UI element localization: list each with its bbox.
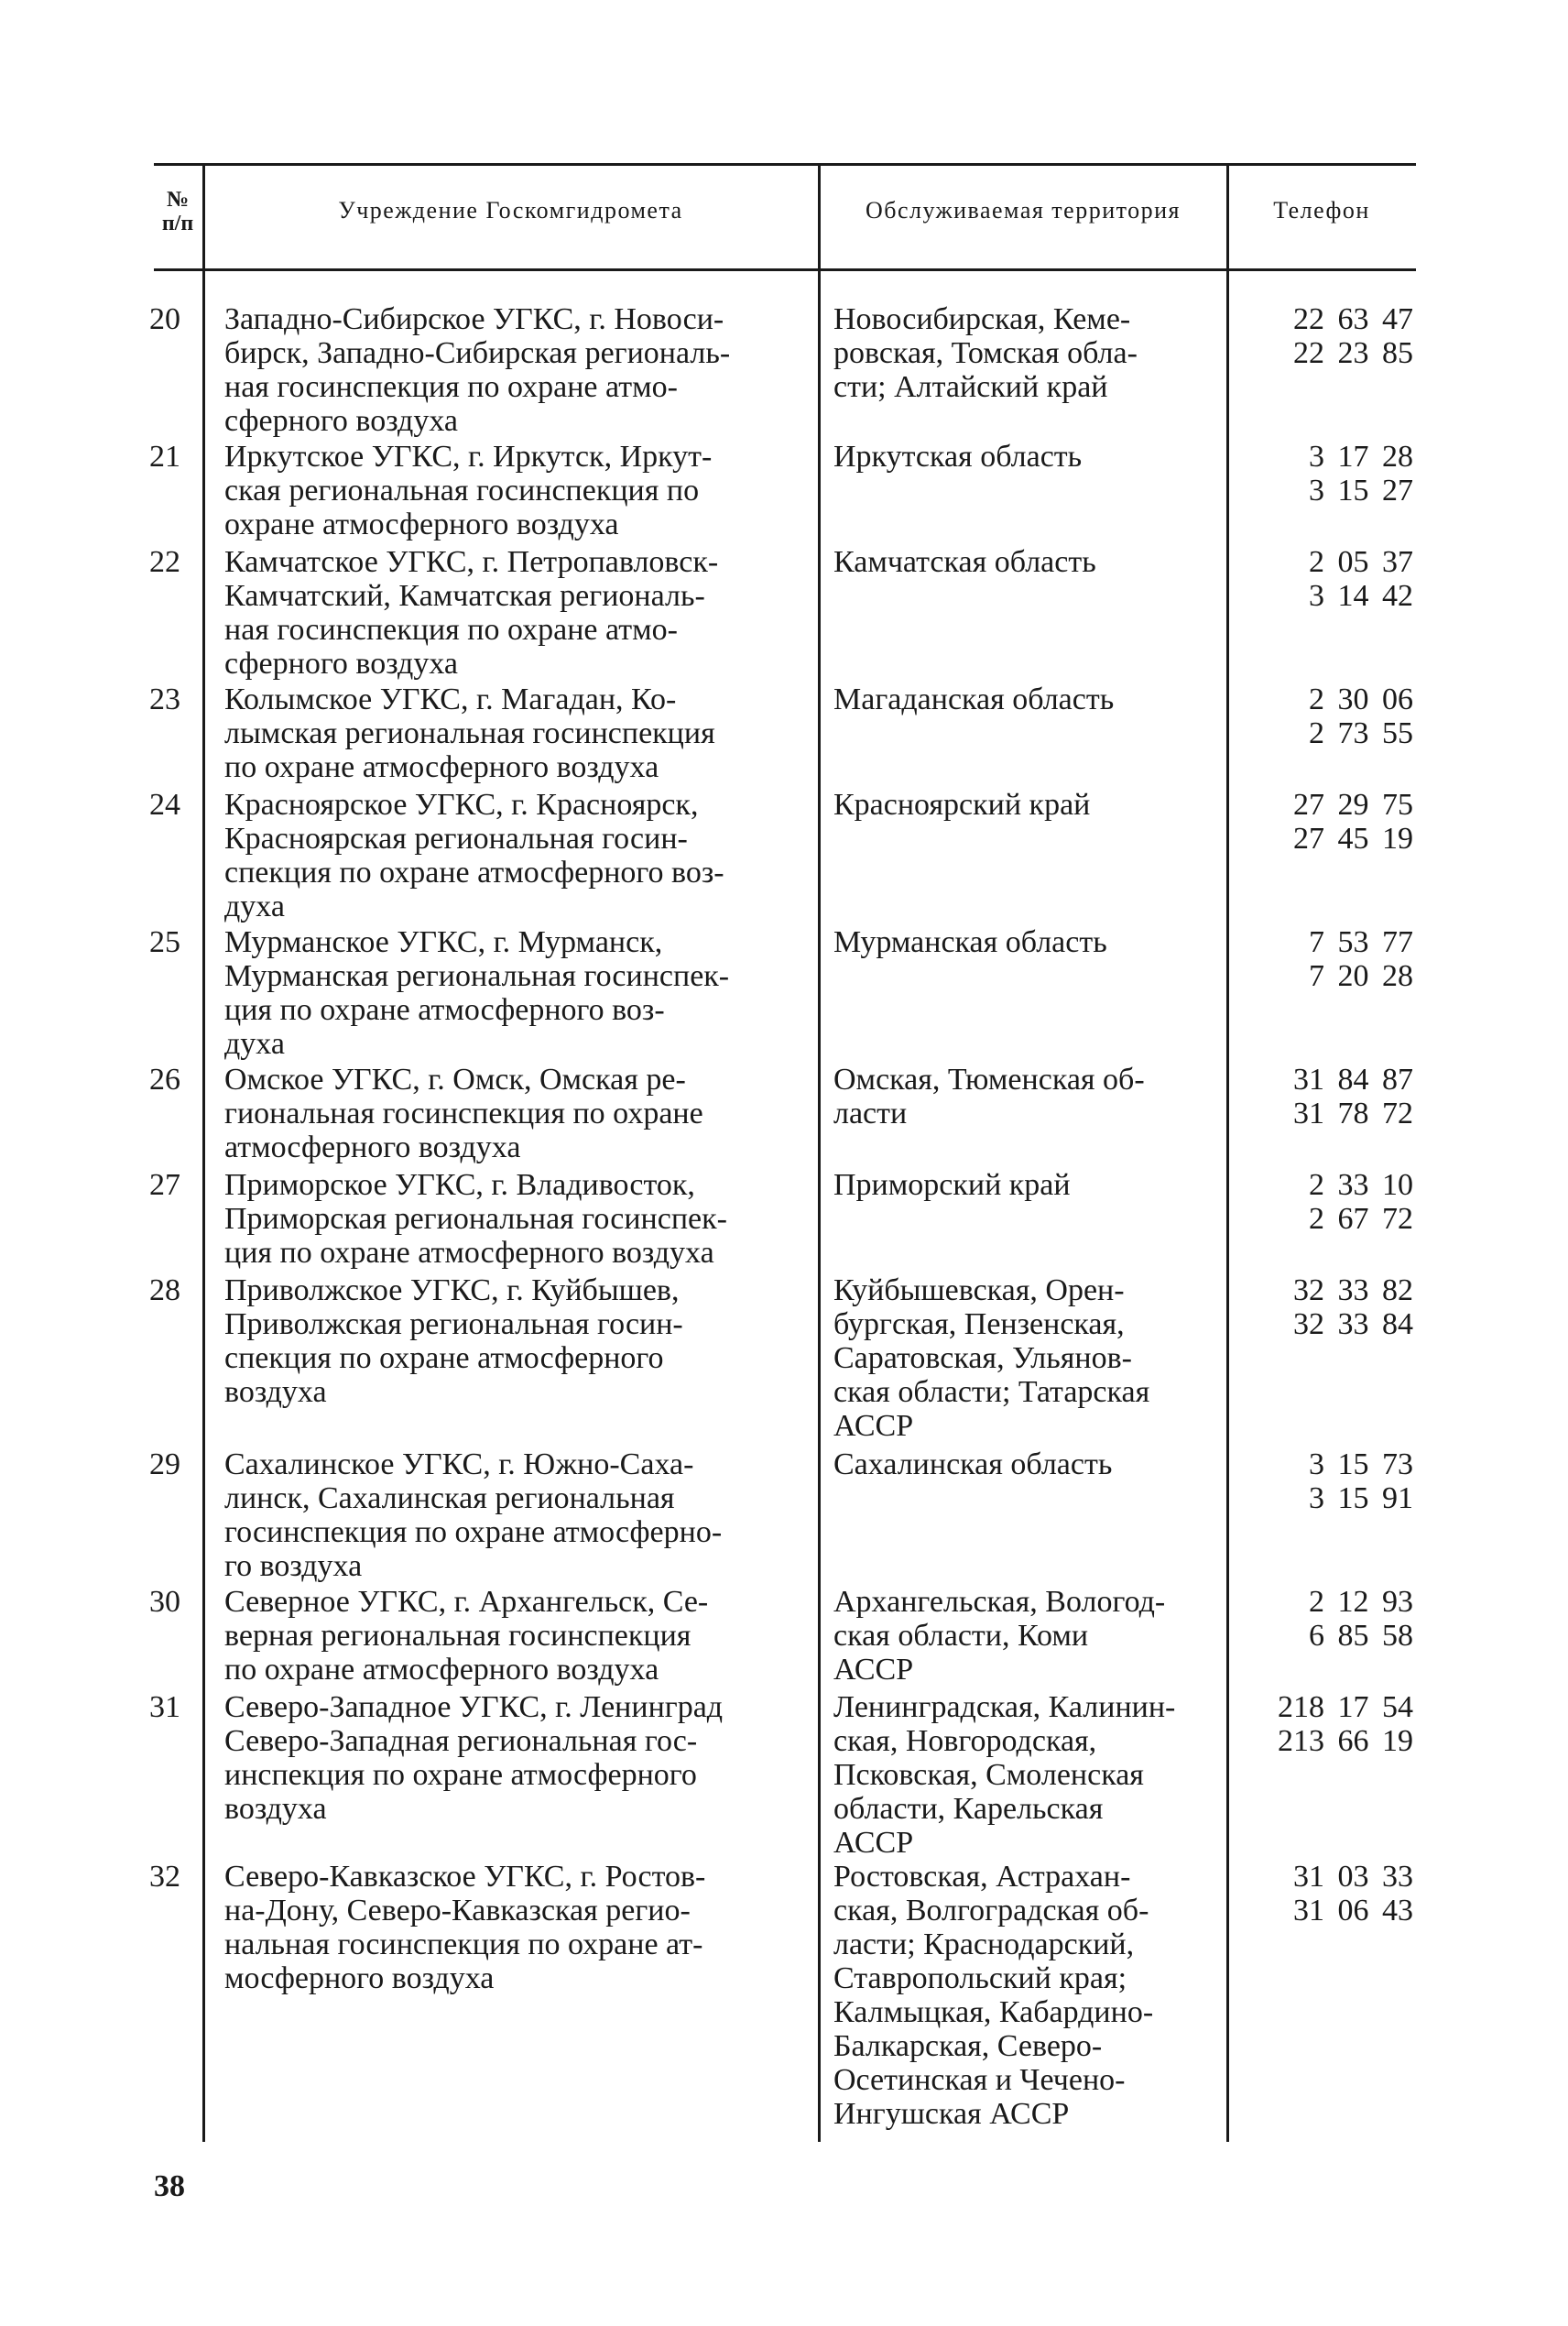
institution-cell-line: духа xyxy=(224,1027,285,1061)
institution-cell-line: Северо-Кавказское УГКС, г. Ростов- xyxy=(224,1860,706,1894)
territory-cell xyxy=(833,1690,1223,1860)
institution-cell-line: го воздуха xyxy=(224,1549,363,1583)
phone-cell-line: 32 33 84 xyxy=(1293,1307,1413,1341)
phone-cell xyxy=(1235,1860,1413,1927)
territory-cell xyxy=(833,440,1223,474)
phone-cell-line: 2 73 55 xyxy=(1309,716,1413,750)
institution-cell xyxy=(224,440,811,541)
phone-cell xyxy=(1235,302,1413,370)
phone-cell-line: 31 78 72 xyxy=(1293,1097,1413,1130)
territory-cell-line: АССР xyxy=(833,1826,914,1860)
institution-cell-line: линск, Сахалинская региональная xyxy=(224,1481,675,1515)
page-number: 38 xyxy=(154,2169,185,2203)
phone-cell xyxy=(1235,1447,1413,1515)
institution-cell-line: по охране атмосферного воздуха xyxy=(224,750,659,784)
institution-cell-line: Приволжская региональная госин- xyxy=(224,1307,683,1341)
column-divider-territory xyxy=(1226,163,1229,2142)
territory-cell-line: АССР xyxy=(833,1409,914,1443)
phone-cell-line: 2 30 06 xyxy=(1309,683,1413,716)
phone-cell-line: 213 66 19 xyxy=(1278,1724,1413,1758)
phone-cell-line: 22 23 85 xyxy=(1293,336,1413,370)
territory-cell-line: Магаданская область xyxy=(833,683,1115,716)
territory-cell-line: Псковская, Смоленская xyxy=(833,1758,1144,1792)
column-divider-institution xyxy=(818,163,821,2142)
institution-cell-line: Северо-Западное УГКС, г. Ленинград xyxy=(224,1690,724,1724)
territory-cell-line: ская, Волгоградская об- xyxy=(833,1894,1149,1927)
row-number: 20 xyxy=(149,302,180,336)
territory-cell-line: бургская, Пензенская, xyxy=(833,1307,1125,1341)
territory-cell-line: ласти xyxy=(833,1097,908,1130)
row-number: 32 xyxy=(149,1860,180,1894)
phone-cell-line: 2 33 10 xyxy=(1309,1168,1413,1202)
row-number: 23 xyxy=(149,683,180,716)
phone-cell xyxy=(1235,1690,1413,1758)
institution-cell-line: на-Дону, Северо-Кавказская регио- xyxy=(224,1894,691,1927)
institution-cell-line: воздуха xyxy=(224,1792,327,1826)
institution-cell xyxy=(224,302,811,438)
phone-cell-line: 22 63 47 xyxy=(1293,302,1413,336)
territory-cell xyxy=(833,925,1223,959)
institution-cell-line: сферного воздуха xyxy=(224,647,458,681)
institution-cell-line: Северное УГКС, г. Архангельск, Се- xyxy=(224,1585,709,1619)
territory-cell-line: сти; Алтайский край xyxy=(833,370,1108,404)
phone-cell-line: 3 15 73 xyxy=(1309,1447,1413,1481)
institution-cell-line: Сахалинское УГКС, г. Южно-Саха- xyxy=(224,1447,694,1481)
institution-cell-line: атмосферного воздуха xyxy=(224,1130,521,1164)
phone-cell xyxy=(1235,1168,1413,1236)
institution-cell-line: ная госинспекция по охране атмо- xyxy=(224,370,678,404)
institution-cell-line: по охране атмосферного воздуха xyxy=(224,1653,659,1687)
institution-cell-line: спекция по охране атмосферного xyxy=(224,1341,664,1375)
phone-cell-line: 31 03 33 xyxy=(1293,1860,1413,1894)
territory-cell-line: ровская, Томская обла- xyxy=(833,336,1138,370)
institution-cell-line: Приморская региональная госинспек- xyxy=(224,1202,727,1236)
institution-cell-line: Камчатское УГКС, г. Петропавловск- xyxy=(224,545,719,579)
institution-cell-line: Колымское УГКС, г. Магадан, Ко- xyxy=(224,683,677,716)
institution-cell-line: ская региональная госинспекция по xyxy=(224,474,700,508)
institution-cell-line: ная госинспекция по охране атмо- xyxy=(224,613,678,647)
institution-cell-line: гиональная госинспекция по охране xyxy=(224,1097,703,1130)
territory-cell-line: Калмыцкая, Кабардино- xyxy=(833,1995,1154,2029)
header-phone: Телефон xyxy=(1273,197,1370,224)
row-number: 28 xyxy=(149,1273,180,1307)
row-number: 24 xyxy=(149,788,180,822)
institution-cell xyxy=(224,1860,811,1995)
territory-cell-line: Куйбышевская, Орен- xyxy=(833,1273,1125,1307)
institution-cell-line: лымская региональная госинспекция xyxy=(224,716,715,750)
territory-cell-line: Камчатская область xyxy=(833,545,1096,579)
phone-cell-line: 27 29 75 xyxy=(1293,788,1413,822)
territory-cell-line: Приморский край xyxy=(833,1168,1071,1202)
territory-cell-line: АССР xyxy=(833,1653,914,1687)
territory-cell-line: ская области; Татарская xyxy=(833,1375,1150,1409)
institution-cell-line: Северо-Западная региональная гос- xyxy=(224,1724,698,1758)
phone-cell xyxy=(1235,788,1413,856)
phone-cell xyxy=(1235,925,1413,993)
territory-cell-line: Балкарская, Северо- xyxy=(833,2029,1103,2063)
territory-cell xyxy=(833,1860,1223,2131)
institution-cell-line: Красноярская региональная госин- xyxy=(224,822,688,856)
institution-cell-line: Иркутское УГКС, г. Иркутск, Иркут- xyxy=(224,440,713,474)
phone-cell xyxy=(1235,1585,1413,1653)
territory-cell-line: ласти; Краснодарский, xyxy=(833,1927,1135,1961)
row-number: 25 xyxy=(149,925,180,959)
row-number: 30 xyxy=(149,1585,180,1619)
institution-cell xyxy=(224,1063,811,1164)
institution-cell-line: охране атмосферного воздуха xyxy=(224,508,619,541)
phone-cell-line: 32 33 82 xyxy=(1293,1273,1413,1307)
territory-cell-line: Красноярский край xyxy=(833,788,1091,822)
institution-cell-line: сферного воздуха xyxy=(224,404,458,438)
row-number: 31 xyxy=(149,1690,180,1724)
territory-cell-line: Архангельская, Вологод- xyxy=(833,1585,1166,1619)
territory-cell-line: области, Карельская xyxy=(833,1792,1104,1826)
phone-cell-line: 2 05 37 xyxy=(1309,545,1413,579)
phone-cell-line: 6 85 58 xyxy=(1309,1619,1413,1653)
phone-cell-line: 3 15 27 xyxy=(1309,474,1413,508)
header-territory: Обслуживаемая территория xyxy=(865,197,1181,224)
institution-cell-line: Западно-Сибирское УГКС, г. Новоси- xyxy=(224,302,724,336)
phone-cell xyxy=(1235,1273,1413,1341)
territory-cell xyxy=(833,1168,1223,1202)
territory-cell-line: Сахалинская область xyxy=(833,1447,1113,1481)
territory-cell xyxy=(833,1585,1223,1687)
territory-cell-line: Новосибирская, Кеме- xyxy=(833,302,1131,336)
institution-cell xyxy=(224,1690,811,1826)
phone-cell xyxy=(1235,545,1413,613)
phone-cell xyxy=(1235,1063,1413,1130)
territory-cell-line: Ленинградская, Калинин- xyxy=(833,1690,1176,1724)
institution-cell-line: Мурманское УГКС, г. Мурманск, xyxy=(224,925,663,959)
institution-cell-line: духа xyxy=(224,890,285,923)
institution-cell xyxy=(224,1447,811,1583)
institution-cell-line: Красноярское УГКС, г. Красноярск, xyxy=(224,788,699,822)
header-institution: Учреждение Госкомгидромета xyxy=(338,197,683,224)
territory-cell-line: Омская, Тюменская об- xyxy=(833,1063,1145,1097)
territory-cell xyxy=(833,1063,1223,1130)
institution-cell-line: ция по охране атмосферного воздуха xyxy=(224,1236,714,1270)
territory-cell-line: Мурманская область xyxy=(833,925,1107,959)
institution-cell xyxy=(224,788,811,923)
territory-cell-line: ская, Новгородская, xyxy=(833,1724,1097,1758)
institution-cell xyxy=(224,1585,811,1687)
territory-cell-line: Саратовская, Ульянов- xyxy=(833,1341,1132,1375)
territory-cell xyxy=(833,302,1223,404)
phone-cell-line: 7 53 77 xyxy=(1309,925,1413,959)
institution-cell xyxy=(224,925,811,1061)
institution-cell xyxy=(224,545,811,681)
phone-cell-line: 3 17 28 xyxy=(1309,440,1413,474)
phone-cell-line: 7 20 28 xyxy=(1309,959,1413,993)
territory-cell-line: Ростовская, Астрахан- xyxy=(833,1860,1131,1894)
phone-cell xyxy=(1235,440,1413,508)
phone-cell-line: 2 67 72 xyxy=(1309,1202,1413,1236)
territory-cell xyxy=(833,1447,1223,1481)
phone-cell-line: 3 15 91 xyxy=(1309,1481,1413,1515)
column-divider-num xyxy=(202,163,205,2142)
territory-cell-line: Осетинская и Чечено- xyxy=(833,2063,1126,2097)
institution-cell xyxy=(224,1273,811,1409)
phone-cell xyxy=(1235,683,1413,750)
territory-cell-line: ская области, Коми xyxy=(833,1619,1089,1653)
institution-cell-line: верная региональная госинспекция xyxy=(224,1619,691,1653)
institution-cell-line: Приморское УГКС, г. Владивосток, xyxy=(224,1168,695,1202)
row-number: 22 xyxy=(149,545,180,579)
institution-cell-line: Мурманская региональная госинспек- xyxy=(224,959,730,993)
institution-cell-line: нальная госинспекция по охране ат- xyxy=(224,1927,703,1961)
row-number: 26 xyxy=(149,1063,180,1097)
territory-cell-line: Иркутская область xyxy=(833,440,1083,474)
institution-cell-line: госинспекция по охране атмосферно- xyxy=(224,1515,723,1549)
territory-cell xyxy=(833,788,1223,822)
institution-cell-line: спекция по охране атмосферного воз- xyxy=(224,856,724,890)
territory-cell-line: Ставропольский края; xyxy=(833,1961,1127,1995)
row-number: 29 xyxy=(149,1447,180,1481)
row-number: 27 xyxy=(149,1168,180,1202)
institution-cell-line: бирск, Западно-Сибирская региональ- xyxy=(224,336,731,370)
phone-cell-line: 2 12 93 xyxy=(1309,1585,1413,1619)
institution-cell xyxy=(224,683,811,784)
institution-cell-line: инспекция по охране атмосферного xyxy=(224,1758,697,1792)
territory-cell-line: Ингушская АССР xyxy=(833,2097,1070,2131)
institution-cell-line: ция по охране атмосферного воз- xyxy=(224,993,665,1027)
phone-cell-line: 27 45 19 xyxy=(1293,822,1413,856)
row-number: 21 xyxy=(149,440,180,474)
phone-cell-line: 218 17 54 xyxy=(1278,1690,1413,1724)
header-number: № п/п xyxy=(161,188,194,235)
institution-cell-line: Приволжское УГКС, г. Куйбышев, xyxy=(224,1273,680,1307)
institution-cell-line: Камчатский, Камчатская региональ- xyxy=(224,579,705,613)
territory-cell xyxy=(833,545,1223,579)
phone-cell-line: 31 06 43 xyxy=(1293,1894,1413,1927)
phone-cell-line: 3 14 42 xyxy=(1309,579,1413,613)
institution-cell xyxy=(224,1168,811,1270)
institution-cell-line: воздуха xyxy=(224,1375,327,1409)
territory-cell xyxy=(833,683,1223,716)
institution-cell-line: Омское УГКС, г. Омск, Омская ре- xyxy=(224,1063,686,1097)
territory-cell xyxy=(833,1273,1223,1443)
phone-cell-line: 31 84 87 xyxy=(1293,1063,1413,1097)
institution-cell-line: мосферного воздуха xyxy=(224,1961,495,1995)
